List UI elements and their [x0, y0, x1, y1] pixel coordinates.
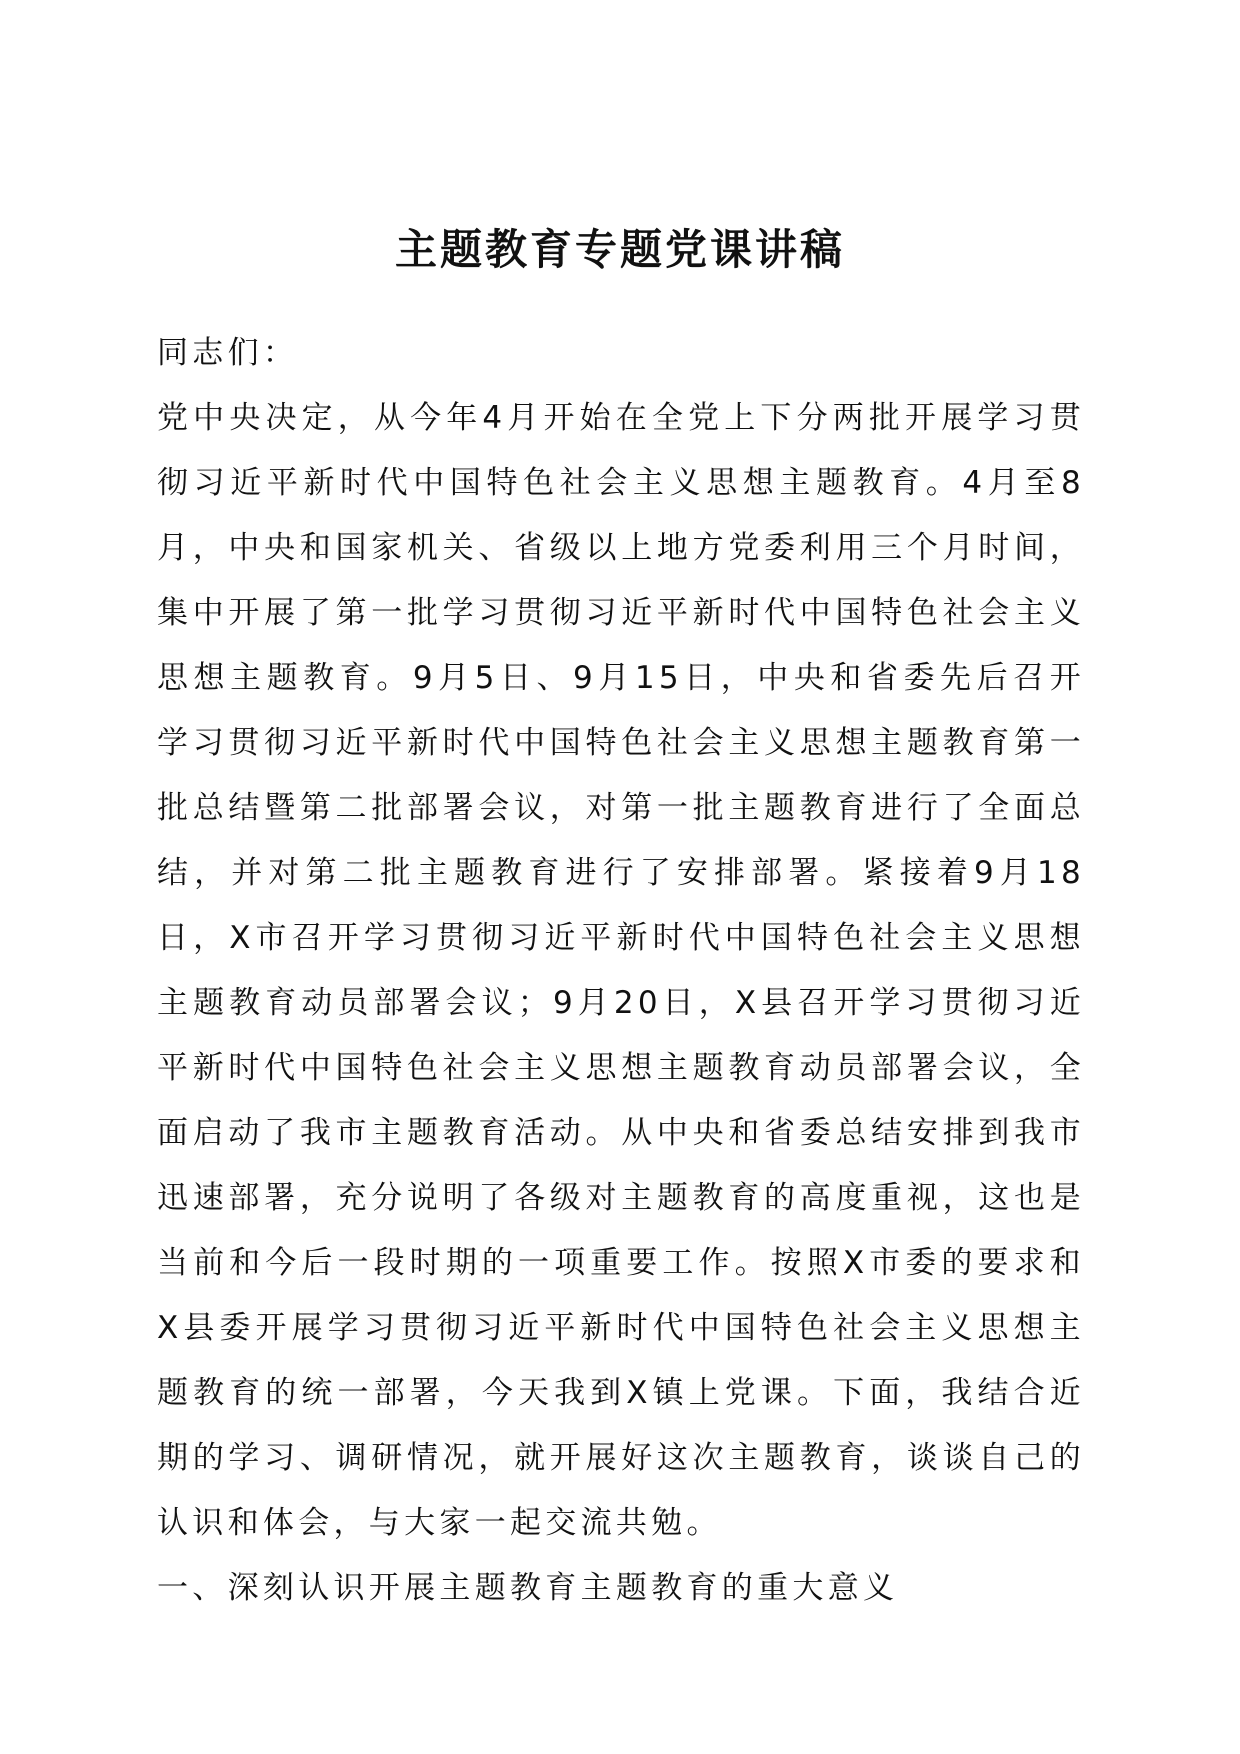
section-heading: 一、深刻认识开展主题教育主题教育的重大意义	[157, 1570, 899, 1606]
document-body	[157, 321, 1085, 1621]
salutation: 同志们：	[157, 335, 299, 371]
document-title: 主题教育专题党课讲稿	[394, 225, 845, 274]
body-paragraph: 党中央决定，从今年4月开始在全党上下分两批开展学习贯彻习近平新时代中国特色社会主义思想主题教育。4月至8月，中央和国家机关、省级以上地方党委利用三个月时间，集中开展了第一批学习贯彻习近平新时代中国特色社会主义思想主题教育。9月5日、9月15日，中央和省委先后召开学习贯彻习近平新时代中国特色社会主义思想主题教育第一批总结暨第二批部署会议，对第一批主题教育进行了全面总结，并对第二批主题教育进行了安排部署。紧接着9月18日，X市召开学习贯彻习近平新时代中国特色社会主义思想主题教育动员部署会议；9月20日，X县召开学习贯彻习近平新时代中国特色社会主义思想主题教育动员部署会议，全面启动了我市主题教育活动。从中央和省委总结安排到我市迅速部署，充分说明了各级对主题教育的高度重视，这也是当前和今后一段时期的一项重要工作。按照X市委的要求和X县委开展学习贯彻习近平新时代中国特色社会主义思想主题教育的统一部署，今天我到X镇上党课。下面，我结合近期的学习、调研情况，就开展好这次主题教育，谈谈自己的认识和体会，与大家一起交流共勉。	[157, 400, 1085, 1541]
